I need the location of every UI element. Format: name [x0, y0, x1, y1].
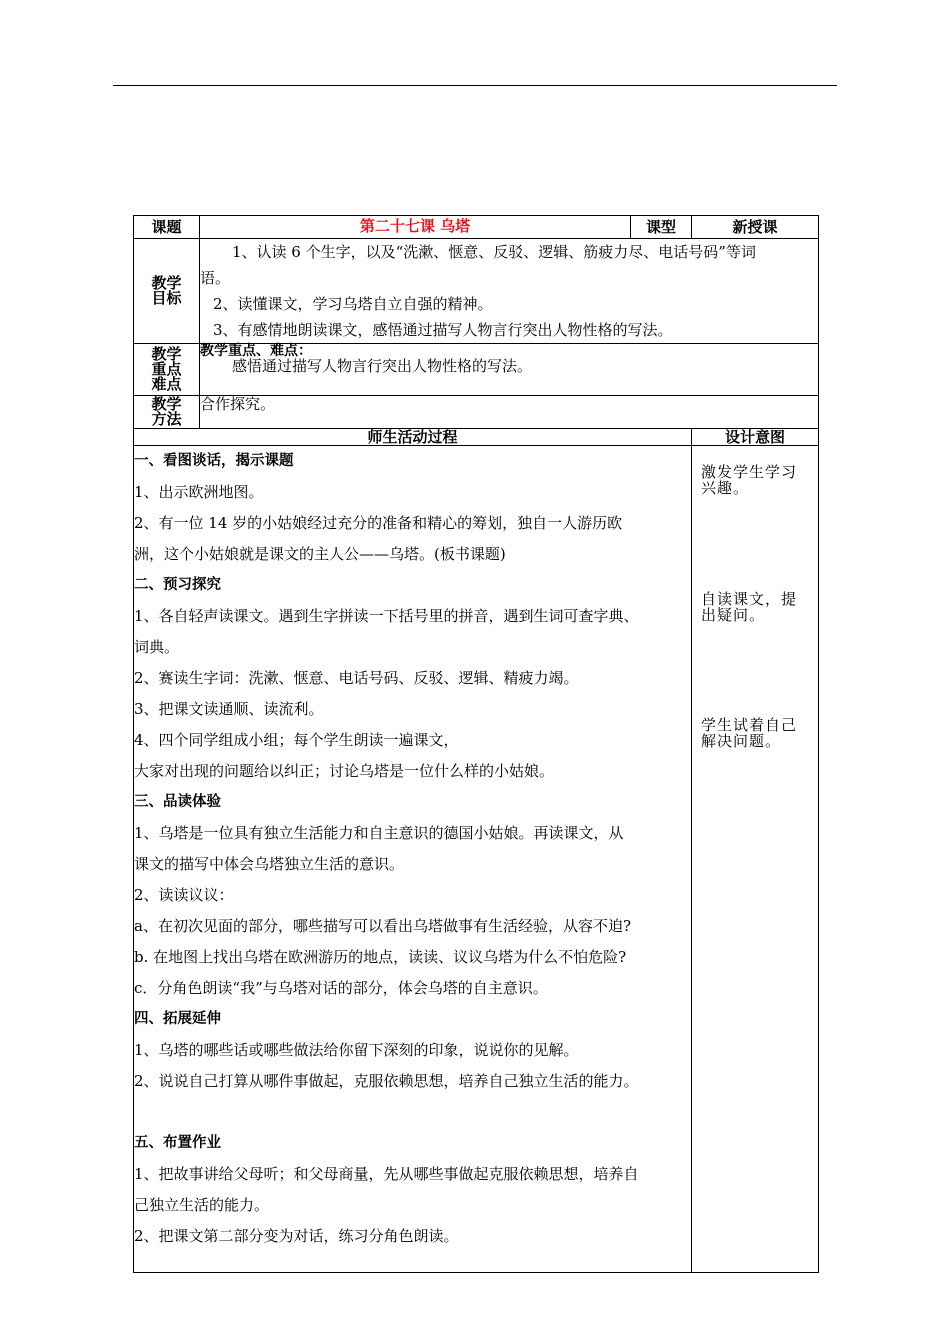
key-points-label: 教学 重点 难点: [134, 344, 200, 396]
process-line: c．分角色朗读“我”与乌塔对话的部分，体会乌塔的自主意识。: [134, 979, 548, 997]
key-points-content: [200, 344, 819, 396]
process-line: 1、各自轻声读课文。遇到生字拼读一下括号里的拼音，遇到生词可查字典、: [134, 607, 639, 625]
process-line: 洲，这个小姑娘就是课文的主人公——乌塔。(板书课题): [134, 545, 506, 563]
intent-note: 自读课文，提 出疑问。: [701, 590, 798, 624]
process-line: 1、出示欧洲地图。: [134, 483, 264, 501]
process-line: 词典。: [134, 638, 180, 656]
intent-content: [692, 446, 819, 1273]
goal-line: 1、认读 6 个生字，以及“洗漱、惬意、反驳、逻辑、筋疲力尽、电话号码”等词: [232, 243, 756, 261]
header-rule: [113, 85, 837, 86]
section-heading: 四、拓展延伸: [134, 1011, 221, 1027]
method-row: [134, 396, 819, 429]
process-line: 己独立生活的能力。: [134, 1196, 270, 1214]
process-row: [134, 446, 819, 1273]
intent-note: 激发学生学习 兴趣。: [701, 463, 798, 497]
process-line: 2、读读议议：: [134, 886, 234, 904]
columns-row: [134, 429, 819, 446]
process-line: 3、把课文读通顺、读流利。: [134, 700, 324, 718]
goal-line: 语。: [200, 269, 231, 287]
process-line: 课文的描写中体会乌塔独立生活的意识。: [134, 855, 405, 873]
process-line: 大家对出现的问题给以纠正；讨论乌塔是一位什么样的小姑娘。: [134, 762, 555, 780]
goal-line: 3、有感情地朗读课文，感悟通过描写人物言行突出人物性格的写法。: [213, 321, 673, 339]
section-heading: 三、品读体验: [134, 794, 221, 810]
method-label: 教学 方法: [134, 396, 200, 429]
course-label: 课题: [134, 216, 200, 239]
section-heading: 二、预习探究: [134, 577, 221, 593]
goals-label: 教学 目标: [134, 239, 200, 344]
process-line: 2、说说自己打算从哪件事做起，克服依赖思想，培养自己独立生活的能力。: [134, 1072, 639, 1090]
process-line: a、在初次见面的部分，哪些描写可以看出乌塔做事有生活经验，从容不迫?: [134, 917, 631, 935]
process-line: 1、乌塔的哪些话或哪些做法给你留下深刻的印象，说说你的见解。: [134, 1041, 579, 1059]
type-value: 新授课: [692, 216, 819, 239]
intent-note: 学生试着自己 解决问题。: [701, 716, 798, 750]
section-heading: 一、看图谈话，揭示课题: [134, 453, 294, 469]
blank-line: [134, 1097, 691, 1128]
intent-header: 设计意图: [692, 429, 819, 446]
process-line: 1、乌塔是一位具有独立生活能力和自主意识的德国小姑娘。再读课文，从: [134, 824, 624, 842]
key-points-row: [134, 344, 819, 396]
process-line: 2、把课文第二部分变为对话，练习分角色朗读。: [134, 1227, 459, 1245]
process-line: 2、有一位 14 岁的小姑娘经过充分的准备和精心的筹划，独自一人游历欧: [134, 514, 623, 532]
process-line: b. 在地图上找出乌塔在欧洲游历的地点，读读、议议乌塔为什么不怕危险?: [134, 948, 627, 966]
course-title: 第二十七课 乌塔: [200, 216, 631, 239]
key-points-text: 感悟通过描写人物言行突出人物性格的写法。: [232, 357, 533, 375]
type-label: 课型: [631, 216, 692, 239]
process-content: [134, 446, 692, 1273]
key-points-heading: 教学重点、难点：: [200, 343, 312, 359]
goal-line: 2、读懂课文，学习乌塔自立自强的精神。: [213, 295, 493, 313]
course-row: [134, 216, 819, 239]
lesson-plan-table: [133, 215, 819, 1273]
goals-row: [134, 239, 819, 344]
section-heading: 五、布置作业: [134, 1135, 221, 1151]
method-text: 合作探究。: [200, 396, 819, 429]
process-header: 师生活动过程: [134, 429, 692, 446]
goals-content: [200, 239, 819, 344]
process-line: 4、四个同学组成小组；每个学生朗读一遍课文，: [134, 731, 459, 749]
process-line: 2、赛读生字词：洗漱、惬意、电话号码、反驳、逻辑、精疲力竭。: [134, 669, 579, 687]
process-line: 1、把故事讲给父母听；和父母商量，先从哪些事做起克服依赖思想，培养自: [134, 1165, 639, 1183]
